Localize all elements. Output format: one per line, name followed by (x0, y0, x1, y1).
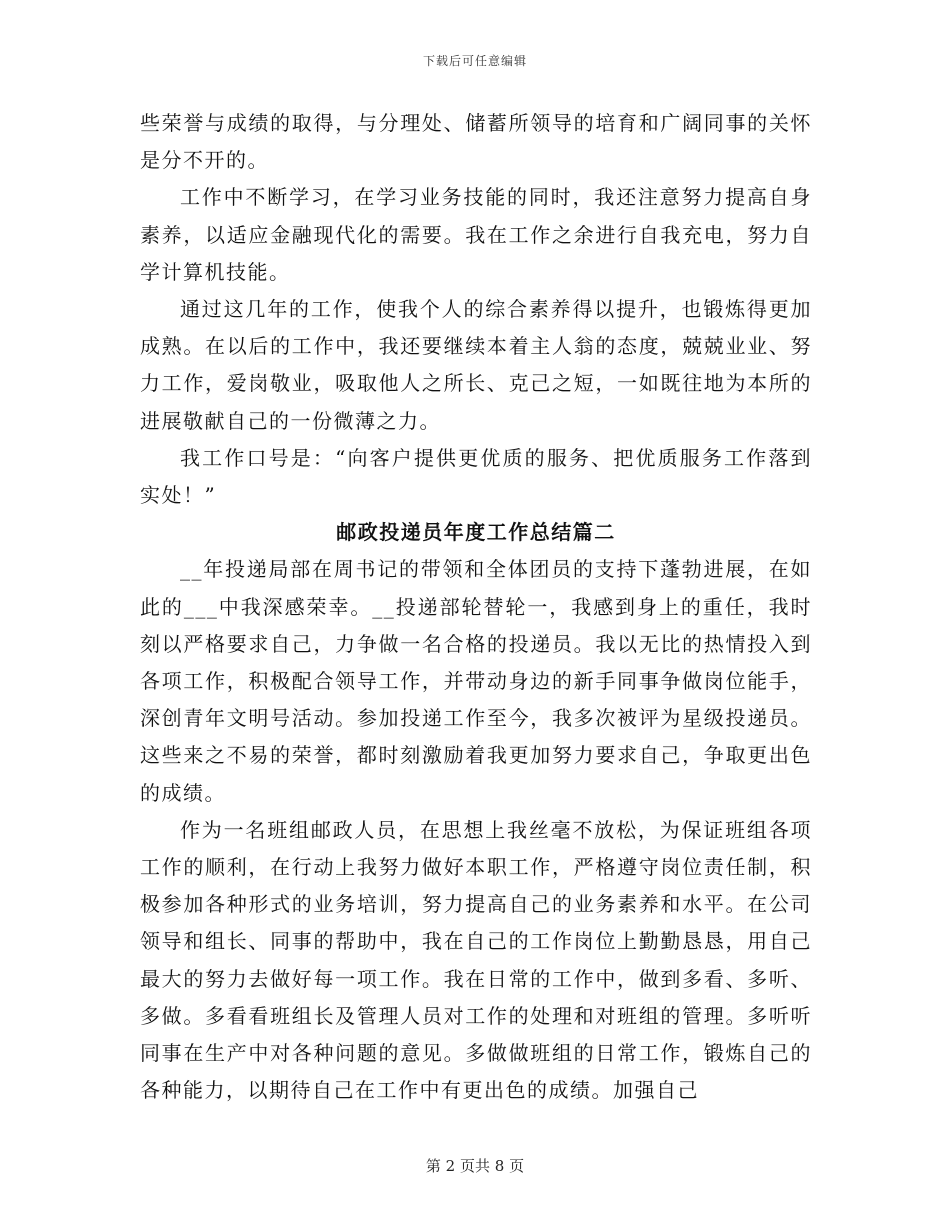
paragraph: __年投递局部在周书记的带领和全体团员的支持下蓬勃进展，在如此的___中我深感荣幸。__投递部轮替轮一，我感到身上的重任，我时刻以严格要求自己，力争做一名合格的投递员。我以无比的热情投入到各项工作，积极配合领导工作，并带动身边的新手同事争做岗位能手，深创青年文明号活动。参加投递工作至今，我多次被评为星级投递员。这些来之不易的荣誉，都时刻激励着我更加努力要求自己，争取更出色的成绩。 (140, 557, 812, 805)
paragraph: 作为一名班组邮政人员，在思想上我丝毫不放松，为保证班组各项工作的顺利，在行动上我努力做好本职工作，严格遵守岗位责任制，积极参加各种形式的业务培训，努力提高自己的业务素养和水平。在公司领导和组长、同事的帮助中，我在自己的工作岗位上勤勤恳恳，用自己最大的努力去做好每一项工作。我在日常的工作中，做到多看、多听、多做。多看看班组长及管理人员对工作的处理和对班组的管理。多听听同事在生产中对各种问题的意见。多做做班组的日常工作，锻炼自己的各种能力，以期待自己在工作中有更出色的成绩。加强自己 (140, 817, 812, 1103)
paragraph: 工作中不断学习，在学习业务技能的同时，我还注意努力提高自身素养，以适应金融现代化的需要。我在工作之余进行自我充电，努力自学计算机技能。 (140, 185, 812, 284)
document-body (140, 105, 812, 1109)
paragraph: 通过这几年的工作，使我个人的综合素养得以提升，也锻炼得更加成熟。在以后的工作中，我还要继续本着主人翁的态度，兢兢业业、努力工作，爱岗敬业，吸取他人之所长、克己之短，一如既往地为本所的进展敬献自己的一份微薄之力。 (140, 297, 812, 433)
paragraph: 我工作口号是：“向客户提供更优质的服务、把优质服务工作落到实处！” (140, 445, 812, 508)
page-number: 第 2 页共 8 页 (425, 1157, 525, 1175)
paragraph: 些荣誉与成绩的取得，与分理处、储蓄所领导的培育和广阔同事的关怀是分不开的。 (140, 111, 812, 173)
section-title: 邮政投递员年度工作总结篇二 (336, 520, 616, 545)
page-header: 下载后可任意编辑 (422, 54, 527, 68)
